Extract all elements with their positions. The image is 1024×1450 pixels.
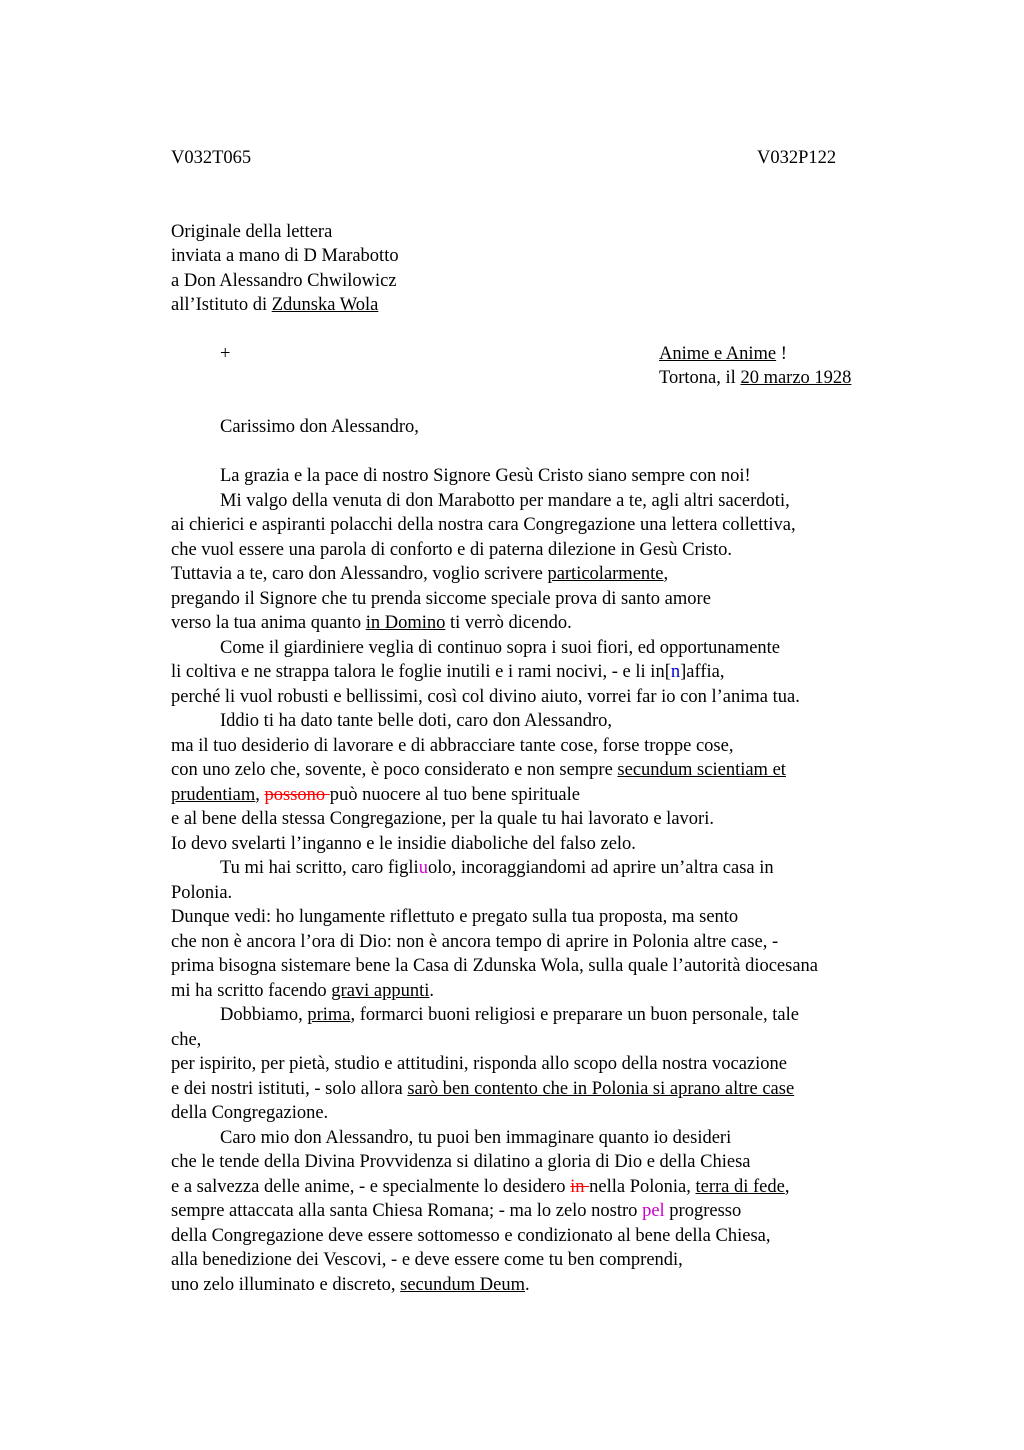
body-line: Iddio ti ha dato tante belle doti, caro don Alessandro, xyxy=(220,711,612,731)
underlined-text: prudentiam xyxy=(171,784,256,805)
text-segment: affia, xyxy=(686,662,725,682)
body-line xyxy=(171,1003,931,1028)
text-segment: , xyxy=(255,784,265,805)
text-segment: sempre attaccata alla santa Chiesa Romana; - ma lo zelo nostro xyxy=(171,1201,643,1221)
body-line: ai chierici e aspiranti polacchi della nostra cara Congregazione una lettera collettiva, xyxy=(171,515,796,535)
body-line xyxy=(171,979,931,1004)
right-reference-code: V032P122 xyxy=(757,148,837,168)
underlined-text: in Domino xyxy=(365,613,446,633)
underlined-text: gravi appunti xyxy=(331,980,430,1001)
salutation: Carissimo don Alessandro, xyxy=(220,417,419,437)
note-line-2: inviata a mano di D Marabotto xyxy=(171,246,399,266)
text-segment: , xyxy=(663,564,669,584)
body-line: che vuol essere una parola di conforto e di paterna dilezione in Gesù Cristo. xyxy=(171,539,732,560)
body-line: e al bene della stessa Congregazione, per la quale tu hai lavorato e lavori. xyxy=(171,809,714,829)
motto-text: Anime e Anime xyxy=(659,344,777,364)
body-line: Caro mio don Alessandro, tu puoi ben immaginare quanto io desideri xyxy=(220,1127,732,1148)
body-line: pregando il Signore che tu prenda siccome speciale prova di santo amore xyxy=(171,588,711,609)
motto xyxy=(659,342,787,367)
text-segment: . xyxy=(429,980,435,1001)
dateline-prefix: Tortona, il xyxy=(659,368,741,388)
editorial-correction: pel xyxy=(642,1201,665,1221)
text-segment: mi ha scritto facendo xyxy=(171,980,332,1001)
dateline-date: 20 marzo 1928 xyxy=(740,368,852,388)
editorial-insertion: n xyxy=(670,662,681,682)
text-segment: con uno zelo che, sovente, è poco considerato e non sempre xyxy=(171,760,618,780)
body-line xyxy=(171,758,931,783)
body-line xyxy=(171,856,931,881)
editorial-correction: u xyxy=(418,858,428,878)
dateline xyxy=(659,366,851,391)
text-segment: Tu mi hai scritto, caro figli xyxy=(220,858,419,878)
body-line: Come il giardiniere veglia di continuo sopra i suoi fiori, ed opportunamente xyxy=(220,637,781,658)
body-line: alla benedizione dei Vescovi, - e deve essere come tu ben comprendi, xyxy=(171,1250,683,1270)
body-line: Mi valgo della venuta di don Marabotto per mandare a te, agli altri sacerdoti, xyxy=(220,490,790,511)
underlined-text: prima xyxy=(307,1005,351,1025)
body-line: Io devo svelarti l’inganno e le insidie diaboliche del falso zelo. xyxy=(171,833,636,854)
note-line-1: Originale della lettera xyxy=(171,222,333,242)
body-line: che, xyxy=(171,1029,202,1050)
editorial-bracket: ] xyxy=(680,662,687,682)
text-segment: Dobbiamo, xyxy=(220,1005,308,1025)
left-reference-code: V032T065 xyxy=(171,148,252,168)
text-segment: olo, incoraggiandomi ad aprire un’altra casa in xyxy=(427,858,774,878)
underlined-text: sarò ben contento che in Polonia si aprano altre case xyxy=(407,1078,795,1099)
body-line xyxy=(171,660,931,685)
body-line xyxy=(171,783,931,808)
text-segment: e a salvezza delle anime, - e specialmente lo desidero xyxy=(171,1176,571,1197)
text-segment: ti verrò dicendo. xyxy=(445,613,572,633)
motto-suffix: ! xyxy=(776,344,787,364)
underlined-text: secundum Deum xyxy=(400,1274,525,1295)
note-line-4 xyxy=(171,293,378,318)
text-segment: uno zelo illuminato e discreto, xyxy=(171,1274,401,1295)
underlined-text: particolarmente xyxy=(547,564,664,584)
body-line: La grazia e la pace di nostro Signore Gesù Cristo siano sempre con noi! xyxy=(220,466,751,486)
note-place-underlined: Zdunska Wola xyxy=(271,295,379,315)
body-line: prima bisogna sistemare bene la Casa di Zdunska Wola, sulla quale l’autorità diocesana xyxy=(171,956,819,976)
body-line xyxy=(171,562,931,587)
text-segment: può nuocere al tuo bene spirituale xyxy=(329,784,580,805)
body-line xyxy=(171,1273,931,1298)
note-line-4-prefix: all’Istituto di xyxy=(171,295,272,315)
editorial-bracket: [ xyxy=(664,662,671,682)
text-segment: nella Polonia, xyxy=(589,1176,696,1197)
text-segment: e dei nostri istituti, - solo allora xyxy=(171,1078,408,1099)
body-line: ma il tuo desiderio di lavorare e di abbracciare tante cose, forse troppe cose, xyxy=(171,735,734,756)
text-segment: , xyxy=(784,1176,790,1197)
underlined-text: terra di fede xyxy=(695,1176,785,1197)
struck-deletion: in xyxy=(570,1176,590,1197)
body-line xyxy=(171,611,931,636)
body-line: della Congregazione. xyxy=(171,1103,329,1123)
text-segment: . xyxy=(525,1274,530,1295)
struck-deletion: possono xyxy=(264,784,330,805)
body-line: che non è ancora l’ora di Dio: non è ancora tempo di aprire in Polonia altre case, - xyxy=(171,931,779,952)
note-line-3: a Don Alessandro Chwilowicz xyxy=(171,271,397,291)
body-line xyxy=(171,1175,931,1200)
text-segment: , formarci buoni religiosi e preparare un buon personale, tale xyxy=(350,1005,799,1025)
letter-body xyxy=(171,464,931,1297)
body-line: per ispirito, per pietà, studio e attitudini, risponda allo scopo della nostra vocazione xyxy=(171,1054,787,1074)
text-segment: Tuttavia a te, caro don Alessandro, voglio scrivere xyxy=(171,564,548,584)
underlined-text: secundum scientiam et xyxy=(617,760,786,780)
text-segment: li coltiva e ne strappa talora le foglie inutili e i rami nocivi, - e li in xyxy=(171,662,665,682)
body-line: Dunque vedi: ho lungamente riflettuto e pregato sulla tua proposta, ma sento xyxy=(171,907,739,927)
text-segment: progresso xyxy=(664,1201,742,1221)
body-line: Polonia. xyxy=(171,882,233,903)
body-line: che le tende della Divina Provvidenza si dilatino a gloria di Dio e della Chiesa xyxy=(171,1152,751,1172)
body-line xyxy=(171,1199,931,1224)
body-line: della Congregazione deve essere sottomesso e condizionato al bene della Chiesa, xyxy=(171,1225,771,1246)
body-line: perché li vuol robusti e bellissimi, così col divino aiuto, vorrei far io con l’anima tua. xyxy=(171,686,800,707)
body-line xyxy=(171,1077,931,1102)
text-segment: verso la tua anima quanto xyxy=(171,613,366,633)
cross-symbol: + xyxy=(220,344,231,364)
